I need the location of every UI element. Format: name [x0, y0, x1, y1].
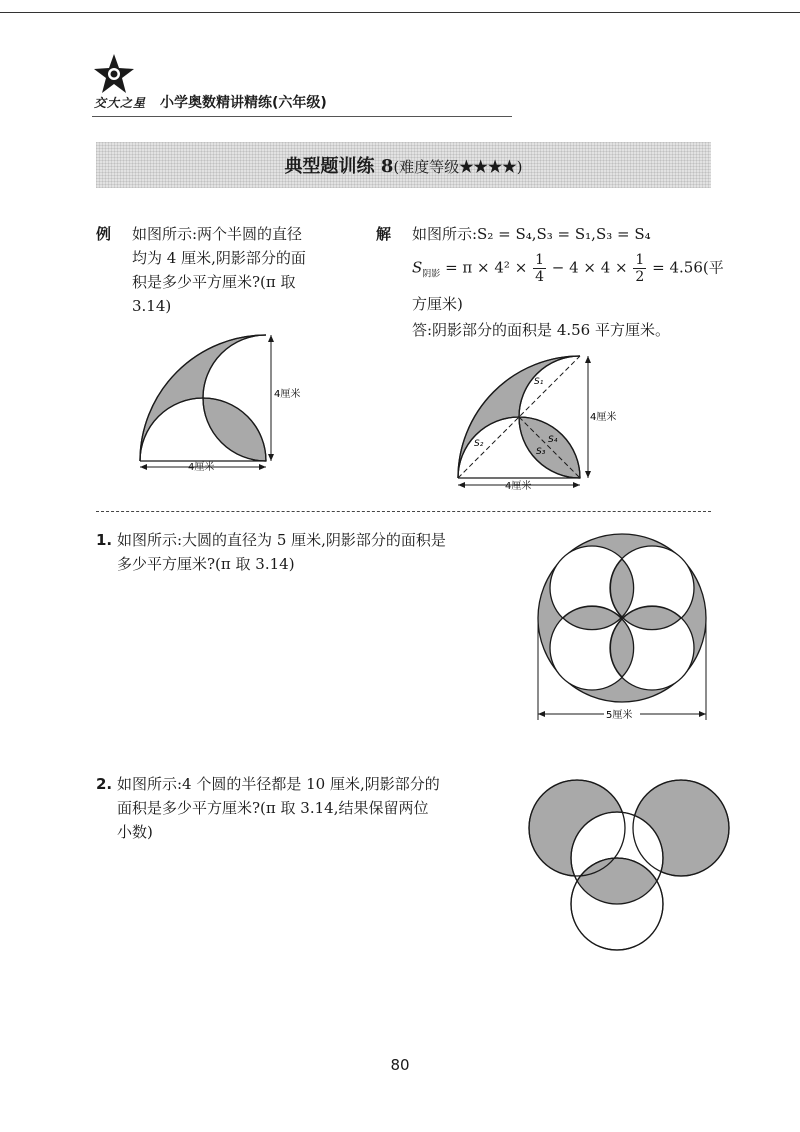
- problem2-figure: [525, 770, 740, 960]
- eq-part1: = π × 4² ×: [445, 258, 528, 277]
- dashed-separator: [96, 511, 711, 512]
- frac-den: 2: [635, 269, 645, 285]
- fraction-quarter: [533, 252, 546, 285]
- top-rule: [0, 12, 800, 13]
- s-symbol: S: [412, 258, 423, 277]
- example-height-label: 4厘米: [274, 389, 301, 400]
- example-line: 3.14): [132, 297, 172, 315]
- difficulty-stars: ★★★★: [459, 157, 517, 176]
- solution-width-label: 4厘米: [505, 481, 532, 492]
- brand-name: 交大之星: [94, 96, 147, 110]
- label-s1: S₁: [534, 377, 544, 387]
- example-line: 如图所示:两个半圆的直径: [132, 225, 303, 243]
- solution-line1: 如图所示:S₂ = S₄,S₃ = S₁,S₃ = S₄: [412, 225, 651, 243]
- solution-answer: 答:阴影部分的面积是 4.56 平方厘米。: [412, 321, 670, 339]
- solution-line3: 方厘米): [412, 295, 463, 313]
- problem1-line: 多少平方厘米?(π 取 3.14): [117, 555, 295, 573]
- star-logo-icon: [92, 52, 136, 96]
- example-label: 例: [96, 225, 112, 243]
- example-text: [132, 222, 306, 318]
- difficulty-close: ): [516, 158, 523, 176]
- problem2-text: [117, 772, 440, 844]
- difficulty-label: (难度等级: [393, 158, 460, 176]
- solution-equation: [412, 252, 724, 285]
- problem1-width-label: 5厘米: [606, 710, 633, 721]
- frac-num: 1: [535, 252, 544, 268]
- problem2-line: 小数): [117, 823, 153, 841]
- solution-label: 解: [376, 225, 392, 243]
- book-title: 小学奥数精讲精练(六年级): [160, 95, 327, 111]
- problem1-text: [117, 528, 446, 576]
- eq-part3: = 4.56(平: [652, 258, 724, 277]
- page-number: 80: [390, 1056, 410, 1074]
- problem1-number: 1.: [96, 531, 113, 549]
- label-s2: S₂: [474, 439, 484, 449]
- section-title-text: 典型题训练 8: [284, 156, 394, 177]
- example-line: 均为 4 厘米,阴影部分的面: [132, 249, 306, 267]
- label-s4: S₄: [548, 435, 558, 445]
- frac-num: 1: [635, 252, 645, 268]
- problem2-line: 面积是多少平方厘米?(π 取 3.14,结果保留两位: [117, 799, 429, 817]
- problem2-number: 2.: [96, 775, 113, 793]
- eq-part2: − 4 × 4 ×: [551, 258, 628, 277]
- problem1-figure: [530, 528, 715, 728]
- fraction-half: [633, 252, 646, 285]
- solution-figure: [450, 350, 625, 500]
- example-figure: [130, 325, 330, 480]
- s-subscript: 阴影: [422, 269, 441, 280]
- frac-den: 4: [535, 269, 544, 285]
- example-line: 积是多少平方厘米?(π 取: [132, 273, 296, 291]
- example-shade-lens: [203, 398, 266, 461]
- section-title: [96, 152, 711, 178]
- label-s3: S₃: [536, 447, 546, 457]
- problem2-line: 如图所示:4 个圆的半径都是 10 厘米,阴影部分的: [117, 775, 440, 793]
- problem1-line: 如图所示:大圆的直径为 5 厘米,阴影部分的面积是: [117, 531, 446, 549]
- solution-height-label: 4厘米: [590, 412, 617, 423]
- header-rule: [92, 116, 512, 117]
- example-width-label: 4厘米: [188, 462, 215, 473]
